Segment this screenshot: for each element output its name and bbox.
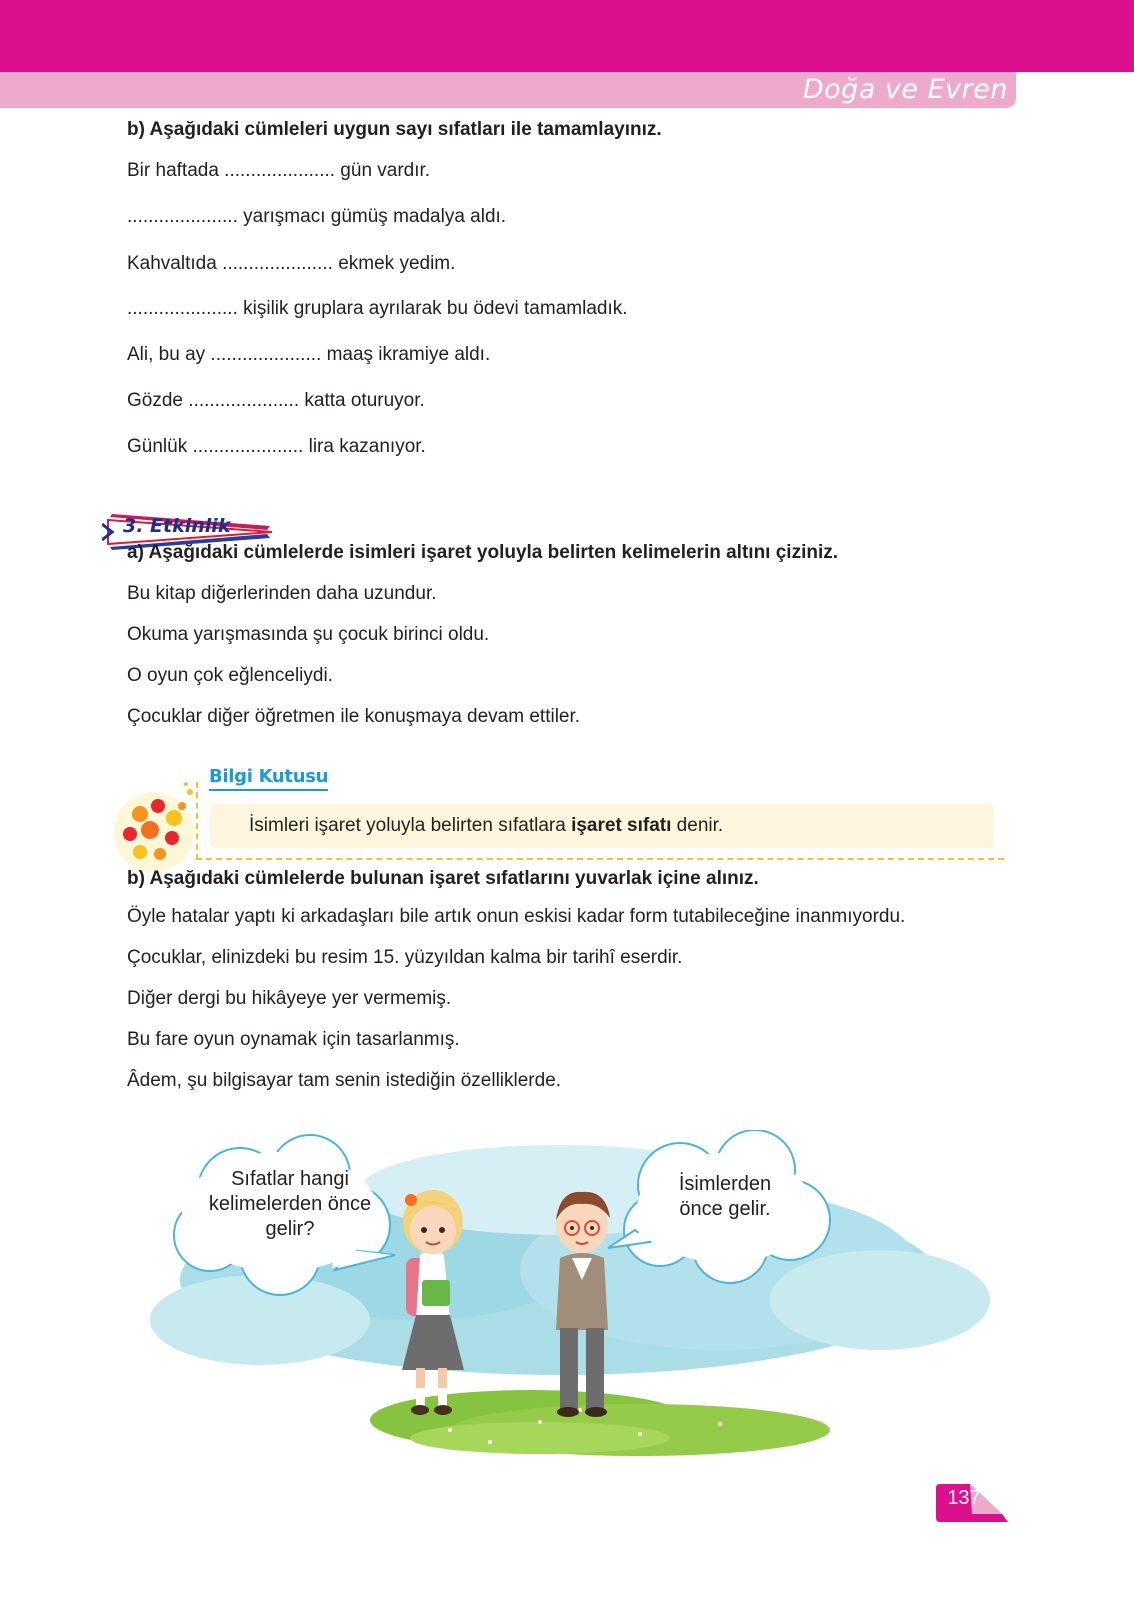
fill-line-7: Günlük ..................... lira kazanıyor. (127, 436, 426, 457)
header-bar (0, 0, 1134, 72)
sentence-b-4: Bu fare oyun oynamak için tasarlanmış. (127, 1029, 460, 1050)
sentence-a-2: Okuma yarışmasında şu çocuk birinci oldu. (127, 624, 490, 645)
girl-speech-text: Sıfatlar hangi kelimelerden önce gelir? (208, 1168, 372, 1240)
section-a-title: a) Aşağıdaki cümlelerde isimleri işaret yoluyla belirten kelimelerin altını çiziniz. (127, 542, 839, 563)
sentence-a-4: Çocuklar diğer öğretmen ile konuşmaya devam ettiler. (127, 706, 581, 727)
fill-line-2: ..................... yarışmacı gümüş madalya aldı. (127, 206, 507, 227)
sentence-a-1: Bu kitap diğerlerinden daha uzundur. (127, 583, 437, 604)
boy-speech-text: İsimlerden önce gelir. (678, 1173, 772, 1220)
fill-line-5: Ali, bu ay ..................... maaş ikramiye aldı. (127, 344, 491, 365)
info-dashed-horizontal (196, 858, 1004, 860)
sentence-b-2: Çocuklar, elinizdeki bu resim 15. yüzyıldan kalma bir tarihî eserdir. (127, 947, 683, 968)
fill-line-4: ..................... kişilik gruplara ayrılarak bu ödevi tamamladık. (127, 298, 628, 319)
info-ball-icon (106, 776, 206, 876)
fill-line-1: Bir haftada ..................... gün vardır. (127, 160, 431, 181)
info-dashed-vertical (196, 782, 198, 860)
sentence-b-5: Âdem, şu bilgisayar tam senin istediğin özelliklerde. (127, 1070, 562, 1091)
page-number: 137 (947, 1487, 981, 1509)
sentence-b-3: Diğer dergi bu hikâyeye yer vermemiş. (127, 988, 452, 1009)
fill-line-3: Kahvaltıda ..................... ekmek yedim. (127, 253, 456, 274)
info-box-title: Bilgi Kutusu (209, 766, 328, 791)
fill-line-6: Gözde ..................... katta oturuyor. (127, 390, 425, 411)
section-b1-title: b) Aşağıdaki cümleleri uygun sayı sıfatları ile tamamlayınız. (127, 119, 662, 140)
info-box-text: İsimleri işaret yoluyla belirten sıfatlara işaret sıfatı denir. (249, 815, 724, 836)
sentence-b-1: Öyle hatalar yaptı ki arkadaşları bile artık onun eskisi kadar form tutabileceğine inanmıyordu. (127, 906, 906, 927)
sentence-a-3: O oyun çok eğlenceliydi. (127, 665, 333, 686)
activity-label: 3. Etkinlik (123, 515, 231, 537)
boy-illustration (556, 1192, 610, 1417)
section-b2-title: b) Aşağıdaki cümlelerde bulunan işaret sıfatlarını yuvarlak içine alınız. (127, 868, 759, 889)
unit-title: Doğa ve Evren (802, 74, 1008, 105)
